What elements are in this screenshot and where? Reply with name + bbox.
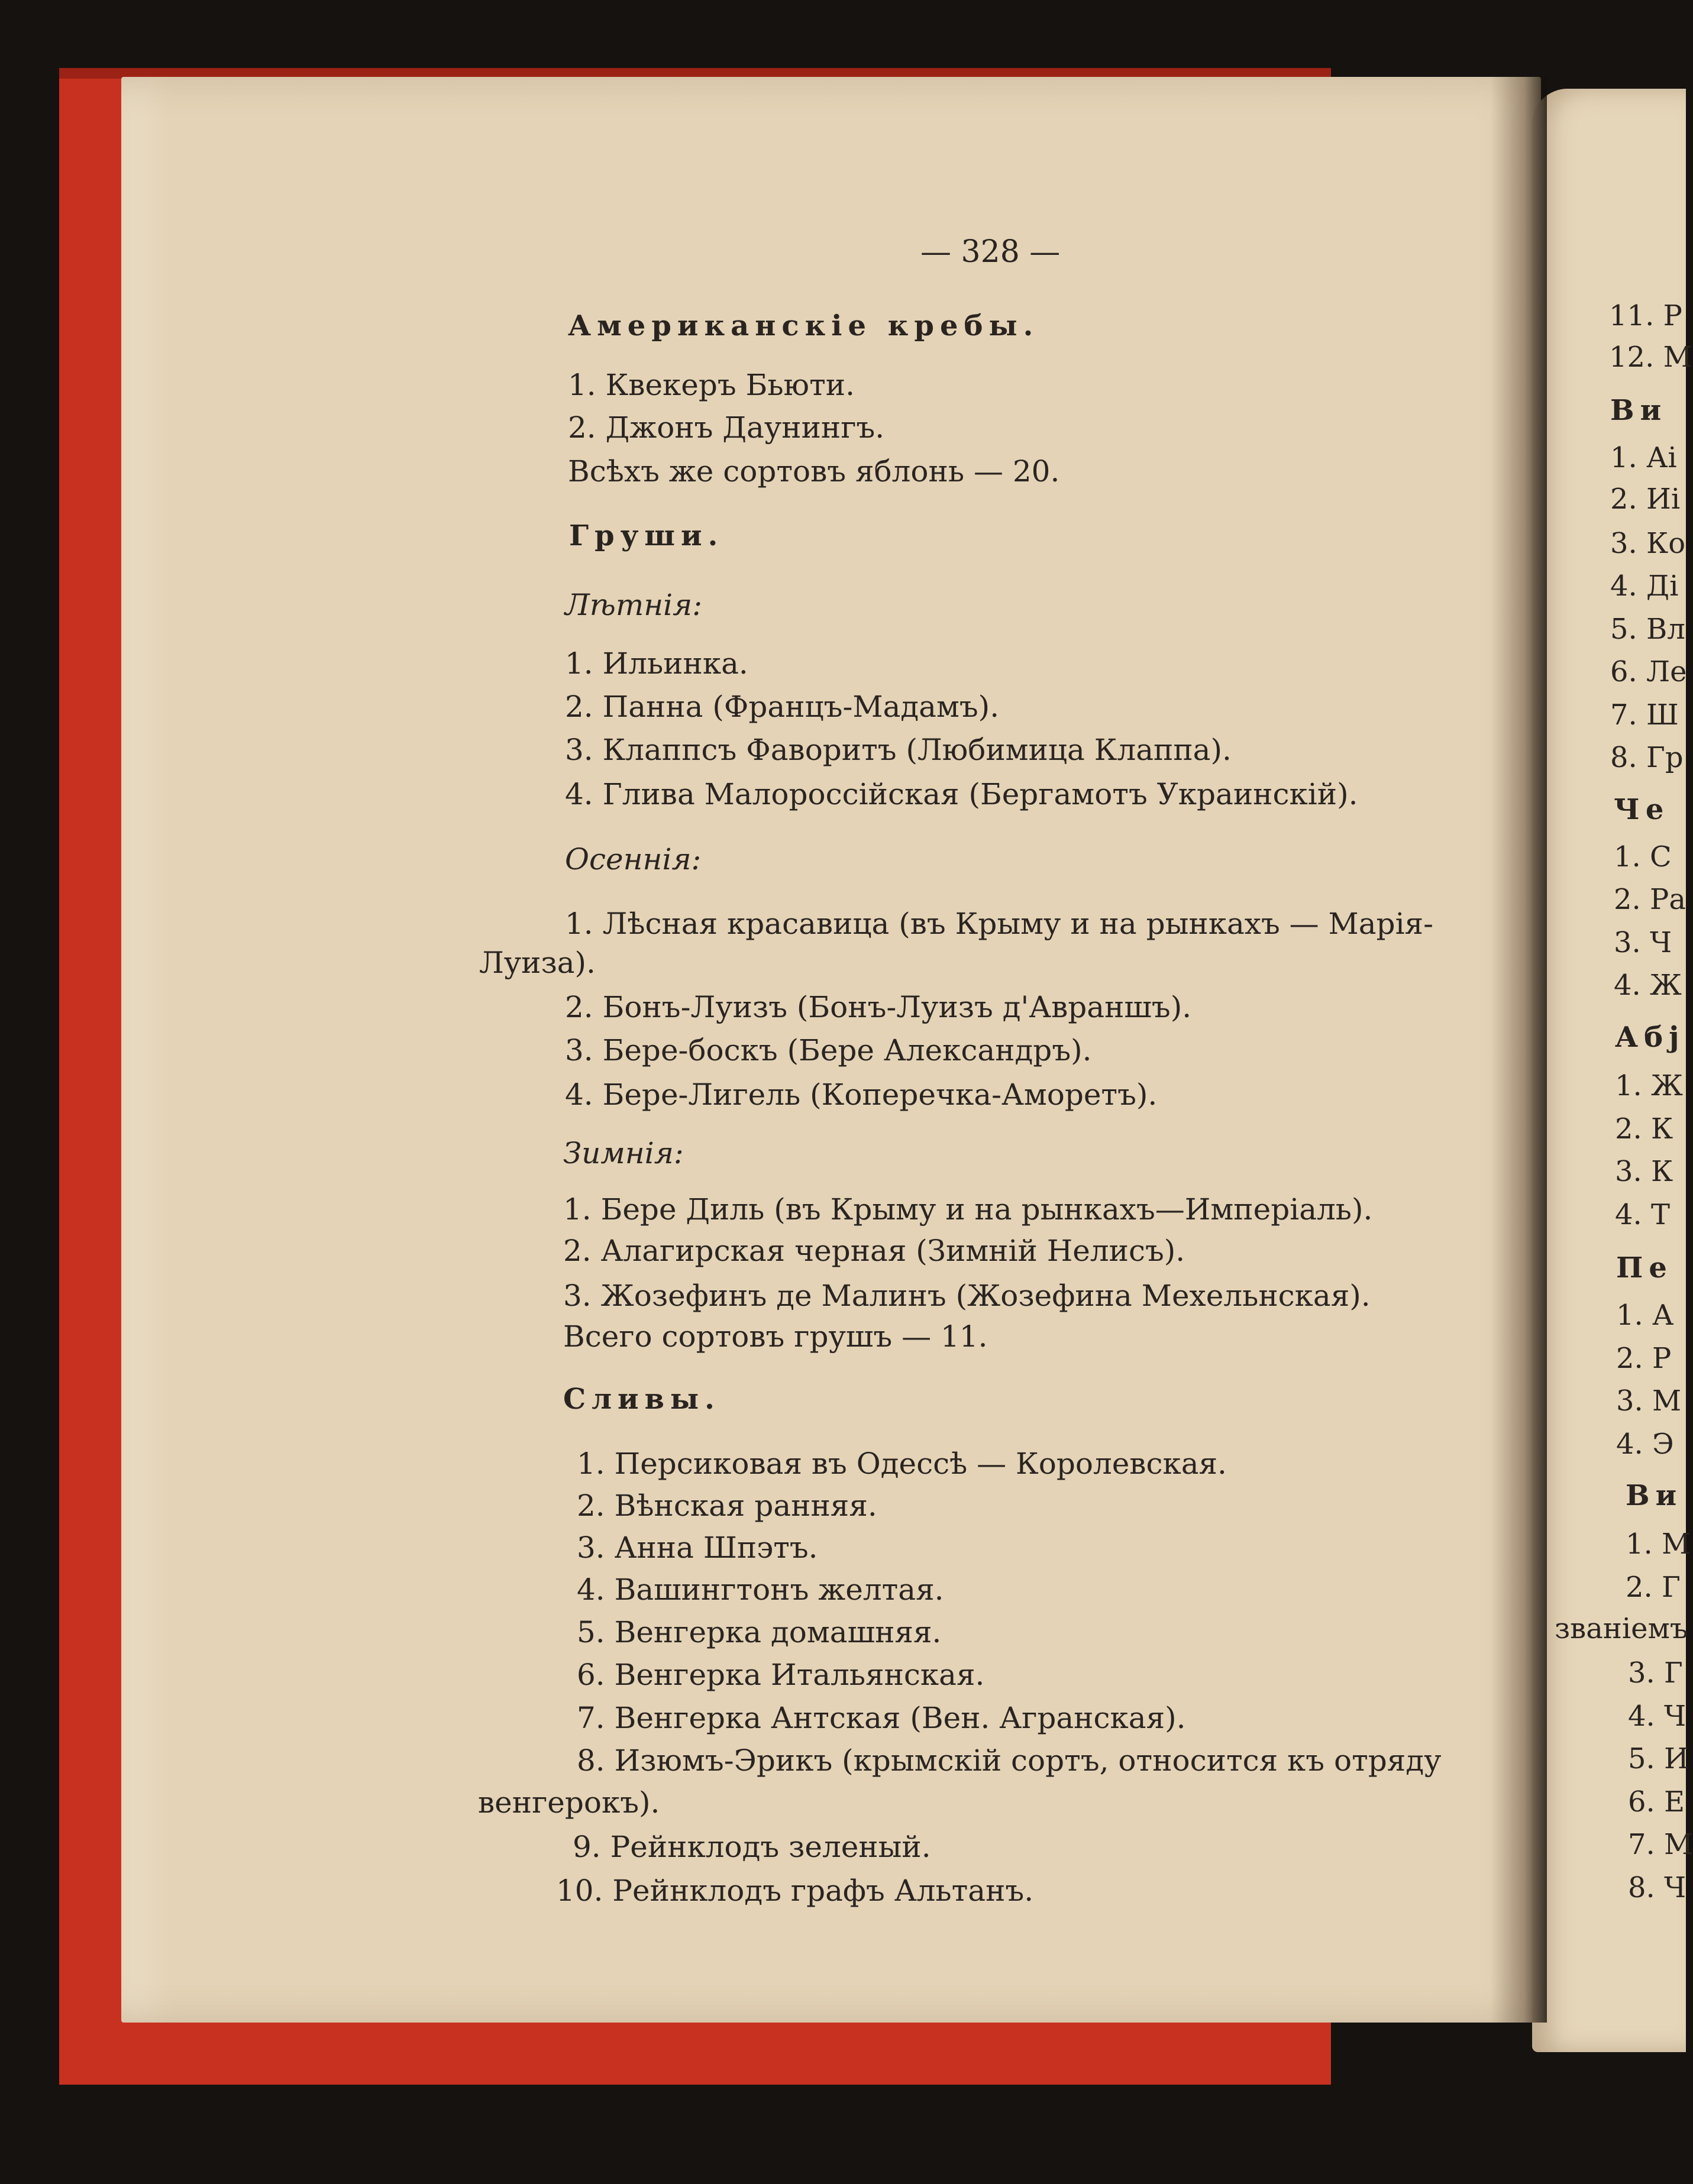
right-fragment: званіемъ <box>1555 1612 1688 1645</box>
right-fragment: 3. К <box>1615 1155 1673 1188</box>
right-fragment: 4. Т <box>1615 1198 1671 1231</box>
list-item-continuation: венгерокъ). <box>478 1785 660 1820</box>
pears-total: Всего сортовъ грушъ — 11. <box>563 1319 988 1354</box>
list-item: 5. Венгерка домашняя. <box>577 1615 942 1649</box>
right-fragment: 5. И <box>1628 1742 1689 1775</box>
right-fragment: 12. М <box>1609 341 1692 374</box>
section-heading-pears: Груши. <box>569 519 724 552</box>
list-item: 2. Джонъ Даунингъ. <box>568 410 885 445</box>
list-item: 8. Изюмъ-Эрикъ (крымскій сортъ, относится къ отряду <box>577 1743 1442 1778</box>
list-item: 4. Вашингтонъ желтая. <box>577 1573 944 1607</box>
list-item: 4. Глива Малороссійская (Бергамотъ Украинскій). <box>565 777 1358 811</box>
subheading-summer: Лѣтнія: <box>565 588 703 622</box>
subheading-autumn: Осеннія: <box>565 842 702 876</box>
list-item: 1. Ильинка. <box>565 646 748 681</box>
right-fragment: Пе <box>1616 1251 1673 1284</box>
list-item: 1. Бере Диль (въ Крыму и на рынкахъ—Имперіаль). <box>563 1192 1373 1227</box>
right-fragment: 2. Ра <box>1614 883 1686 916</box>
right-fragment: 7. Ш <box>1610 698 1679 732</box>
right-fragment: 8. Гр <box>1610 741 1684 774</box>
list-item: 6. Венгерка Итальянская. <box>577 1658 985 1692</box>
right-fragment: 1. Аі <box>1610 441 1677 474</box>
list-item: 2. Вѣнская ранняя. <box>577 1489 877 1523</box>
right-fragment: Че <box>1614 793 1670 826</box>
list-item: 1. Квекеръ Бьюти. <box>568 368 855 402</box>
list-item-continuation: Луиза). <box>479 946 596 980</box>
right-fragment: 6. Ле <box>1610 655 1687 688</box>
right-fragment: 11. Р <box>1609 299 1682 332</box>
right-fragment: 5. Вл <box>1610 613 1685 646</box>
list-item: 2. Алагирская черная (Зимній Нелисъ). <box>563 1234 1185 1268</box>
list-item: 3. Жозефинъ де Малинъ (Жозефина Мехельнская). <box>563 1279 1371 1313</box>
apples-total: Всѣхъ же сортовъ яблонь — 20. <box>568 454 1060 488</box>
right-fragment: 2. К <box>1615 1112 1673 1146</box>
subheading-winter: Зимнія: <box>563 1136 684 1170</box>
right-fragment: 1. С <box>1614 840 1672 873</box>
right-fragment: 6. Е <box>1628 1785 1685 1819</box>
right-fragment: Ви <box>1610 394 1668 427</box>
right-fragment: 8. Ч <box>1628 1871 1686 1904</box>
list-item: 3. Бере-боскъ (Бере Александръ). <box>565 1033 1092 1067</box>
list-item: 3. Анна Шпэтъ. <box>577 1531 818 1565</box>
right-fragment: 1. А <box>1616 1299 1674 1332</box>
list-item: 2. Панна (Францъ-Мадамъ). <box>565 690 1000 724</box>
right-fragment: 3. Ко <box>1610 527 1686 560</box>
right-fragment: 2. Р <box>1616 1342 1672 1375</box>
right-fragment: 7. М <box>1628 1828 1693 1861</box>
list-item: 1. Персиковая въ Одессѣ — Королевская. <box>577 1447 1227 1481</box>
right-fragment: 2. Иі <box>1610 483 1681 516</box>
list-item: 1. Лѣсная красавица (въ Крыму и на рынкахъ — Марія- <box>565 907 1433 941</box>
right-fragment: 2. Г <box>1626 1571 1681 1604</box>
right-fragment: 4. Ч <box>1628 1700 1686 1733</box>
list-item: 9. Рейнклодъ зеленый. <box>573 1830 931 1864</box>
right-fragment: Ви <box>1626 1479 1683 1512</box>
right-fragment: Абј <box>1615 1021 1685 1054</box>
right-fragment: 3. М <box>1616 1384 1682 1418</box>
page-number: — 328 — <box>920 234 1061 270</box>
list-item: 4. Бере-Лигель (Коперечка-Аморетъ). <box>565 1078 1158 1112</box>
book-gutter <box>1491 77 1547 2023</box>
section-heading-american-crabs: Американскіе кребы. <box>568 309 1039 342</box>
section-heading-plums: Сливы. <box>563 1383 721 1416</box>
list-item: 3. Клаппсъ Фаворитъ (Любимица Клаппа). <box>565 733 1232 767</box>
right-fragment: 4. Ді <box>1610 570 1679 603</box>
right-fragment: 3. Ч <box>1614 926 1672 959</box>
list-item: 2. Бонъ-Луизъ (Бонъ-Луизъ д'Авраншъ). <box>565 990 1192 1024</box>
list-item: 7. Венгерка Антская (Вен. Агранская). <box>577 1701 1186 1735</box>
right-fragment: 4. Ж <box>1614 969 1682 1002</box>
right-fragment: 1. М <box>1626 1528 1691 1561</box>
right-fragment: 1. Ж <box>1615 1069 1683 1102</box>
list-item: 10. Рейнклодъ графъ Альтанъ. <box>556 1874 1034 1908</box>
right-fragment: 4. Э <box>1616 1428 1674 1461</box>
right-fragment: 3. Г <box>1628 1656 1683 1690</box>
